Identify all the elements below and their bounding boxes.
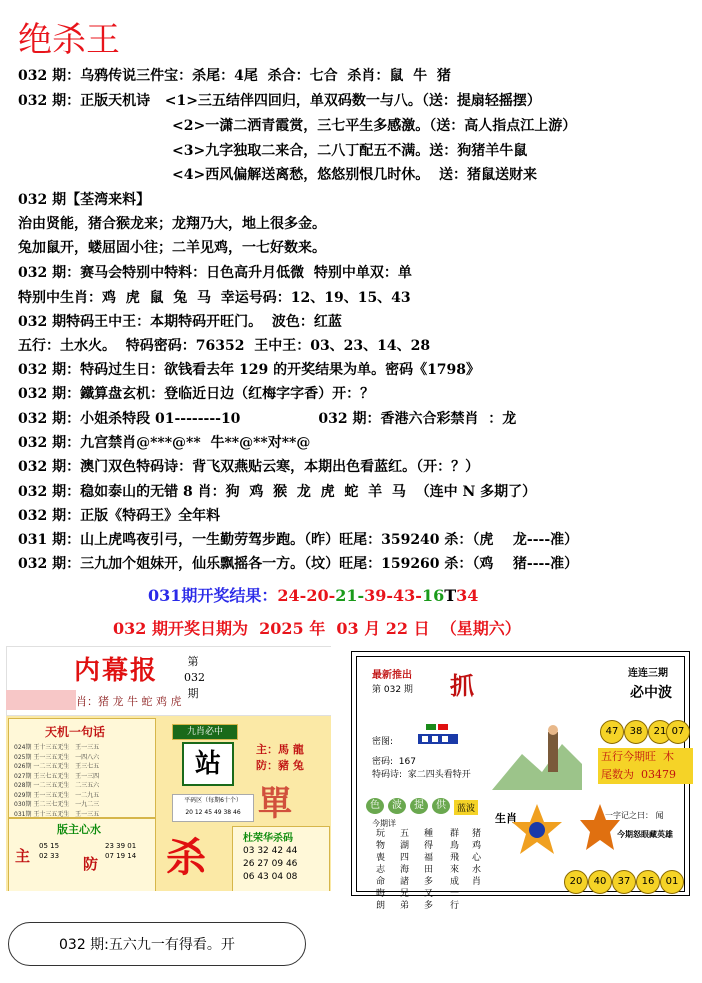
text-line: 032 期：正版《特码王》全年料 [18,508,221,524]
text-line: 治由贤能，猪合猴龙来；龙翔乃大，地上很多金。 [18,216,326,232]
text-line: 032 期：特码过生日：欲钱看去年 129 的开奖结果为单。密码《1798》 [18,362,481,378]
card-title: 内幕报 [74,656,159,686]
number-ball: 20 [564,870,588,894]
number-ball: 38 [624,720,648,744]
draw-date: 032 期开奖日期为 2025 年 03 月 22 日 （星期六） [113,619,521,638]
number-ball: 47 [600,720,624,744]
ping-te-box: 平码区（每期6十个） 20 12 45 49 38 46 [172,794,254,822]
neimu-bao-card [6,646,331,891]
text-line: 032 期：稳如泰山的无错 8 肖：狗 鸡 猴 龙 虎 蛇 羊 马 （连中 N 多期了） [18,484,537,500]
text-line: <3>九字独取二来合，二八丁配五不满。送：狗猪羊牛鼠 [172,143,528,159]
text-line: 032 期：赛马会特别中特料：日色高升月低微 特别中单双：单 [18,265,412,281]
text-line: 兔加鼠开，蝼屈固小往；二羊见鸡，一七好数来。 [18,240,326,256]
text-line: 032 期：鐵算盘玄机：登临近日边（红梅字字香）开：？ [18,386,375,402]
text-line: <4>西风偏解送离愁，悠悠别恨几时休。 送：猪鼠送财来 [172,167,537,183]
number-ball: 01 [660,870,684,894]
logo-icon [418,724,458,752]
number-ball: 16 [636,870,660,894]
sebo-tag: 波 [388,798,406,814]
text-line: 五行：土水火。 特码密码：76352 王中王：03、23、14、28 [18,338,431,354]
text-line: 032 期【荃湾来料】 [18,192,151,208]
rooster-icon [512,804,562,854]
wuxing-box: 五行今期旺 木 尾数为 03479 [598,748,693,784]
text-line: 032 期：九宫禁肖@***@** 牛**@**对**@ [18,435,311,451]
text-line: 特别中生肖：鸡 虎 鼠 兔 马 幸运号码：12、19、15、43 [18,290,411,306]
number-ball: 21 [648,720,672,744]
zhua-glyph: 抓 [450,671,474,700]
number-ball: 40 [588,870,612,894]
text-line: 032 期：小姐杀特段 01--------10 032 期：香港六合彩禁肖 ：龙 [18,411,517,427]
zhanxin-box: 版主心水 主 05 15 02 33 防 23 39 01 07 19 14 [8,818,156,891]
landscape-illustration [492,724,582,790]
sebo-tag: 供 [432,798,450,814]
number-ball: 37 [612,870,636,894]
zhu-fang: 主：馬 龍 防：豬 兔 [256,743,304,772]
dan-glyph: 單 [258,784,292,824]
text-line: 032 期：正版天机诗 <1>三五结伴四回归，单双码数一与八。（送：提扇轻摇摆） [18,93,541,109]
text-line: <2>一潇二洒青霞赏，三七平生多感激。（送：高人指点江上游） [172,118,577,134]
tiger-icon [580,804,620,854]
text-line: 032 期：澳门双色特码诗：背飞双燕贴云寒，本期出色看蓝红。（开：？） [18,459,480,475]
zhua-card: 最新推出 第 032 期 抓 连连三期 必中波 47 38 21 07 五行今期旺 木 尾数为 03479 密图: 密码: 167 特码诗: 家二四头看特开 色 波 提 供 蓝波 今期详 玩 物 喪 志 命 晦 朗 五 湖 四 海 諸 兄 弟 種 得 福 田 多 又 多 群 鳥 飛 來 成 一 行 猪 鸡 心 水 肖 生肖 一字记之曰： 闻 今期怒眼藏英雄 20 40 37 16 01 [351,651,690,896]
zodiac-list: 肖：猪 龙 牛 蛇 鸡 虎 [76,695,182,708]
page-title: 绝杀王 [18,20,120,60]
text-line: 032 期：三九加个姐妹开，仙乐飘摇各一方。（坟）旺尾：159260 杀：（鸡 猪----准） [18,556,579,572]
number-ball: 07 [666,720,690,744]
duzong-box: 杜荣华杀码 03 32 42 44 26 27 09 46 06 43 04 08 [232,826,330,891]
jiuming-label: 九肖必中 [172,724,238,740]
text-line: 031 期：山上虎鸣夜引弓，一生勤劳驾步跑。（昨）旺尾：359240 杀：（虎 龙----准） [18,532,579,548]
issue-number: 第032期 [184,655,205,700]
text-line: 032 期特码王中王：本期特码开旺门。 波色：红蓝 [18,314,342,330]
speech-bubble: 032 期:五六九一有得看。开 [8,922,306,966]
text-line: 032 期：乌鸦传说三件宝：杀尾：4尾 杀合：七合 杀肖：鼠 牛 猪 [18,68,451,84]
sebo-tag: 提 [410,798,428,814]
draw-result: 031期开奖结果：24-20-21-39-43-16T34 [148,586,479,605]
lanbo-tag: 蓝波 [454,800,478,815]
sha-glyph: 杀 [166,834,206,881]
zhan-glyph: 站 [182,742,234,786]
tianji-box: 天机一句话 024期 王十三五无生 王一三五 025期 王一三五无生 一四八六 026期 一二三五无生 王三七五 027期 王三七五无生 王一三四 028期 一二三五无生 二三五六 029期 王一三五无生 一二九五 030期 王二三七无生 一九二三 031期 王十三五无生 王一三五 [8,718,156,818]
sebo-tag: 色 [366,798,384,814]
